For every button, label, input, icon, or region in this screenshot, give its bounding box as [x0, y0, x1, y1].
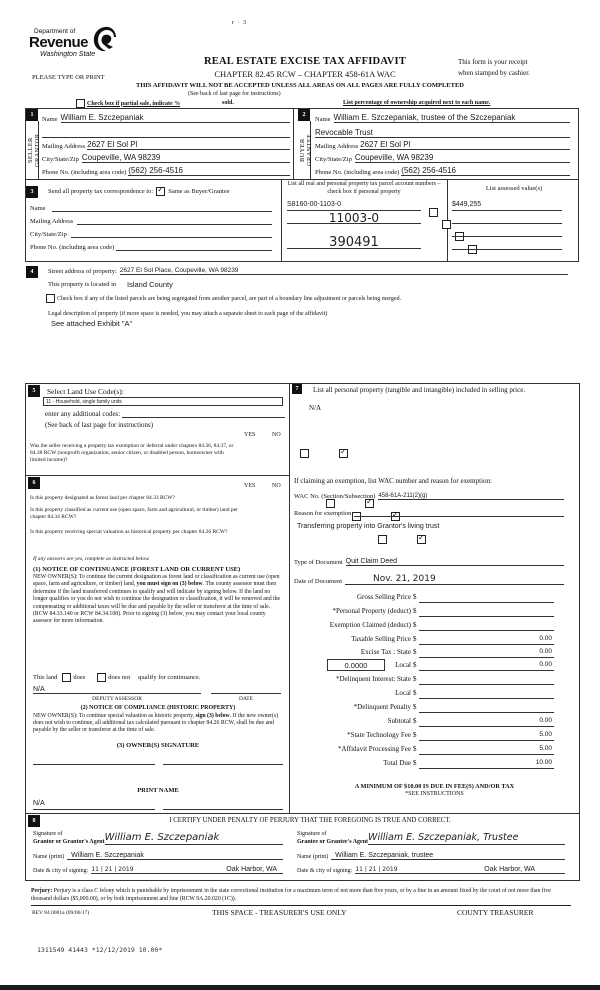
ownership-note: List percentage of ownership acquired next to each name.	[343, 100, 491, 106]
notice1-title: (1) NOTICE OF CONTINUANCE (FOREST LAND OR CURRENT USE)	[33, 566, 241, 573]
logo-line2: Revenue	[29, 34, 89, 51]
assessed-value-2[interactable]	[452, 214, 562, 224]
section-4-badge: 4	[26, 266, 38, 278]
grantor-sig-label-1: Signature of	[33, 831, 63, 837]
fee-taxable-selling-price: Taxable Selling Price $ 0.00	[351, 635, 552, 643]
section-7-badge: 7	[292, 384, 302, 394]
minimum-note: A MINIMUM OF $10.00 IS DUE IN FEE(S) AND/OR TAX	[354, 783, 515, 790]
form-title: REAL ESTATE EXCISE TAX AFFIDAVIT	[203, 56, 407, 67]
perjury-notice	[31, 888, 571, 906]
print-name-field-2[interactable]	[163, 800, 283, 810]
buyer-name-label: Name	[315, 116, 331, 123]
segregated-row	[46, 294, 401, 303]
fee-label: Local	[395, 661, 411, 669]
grantor-date-row	[33, 866, 283, 874]
doc-date-row	[294, 574, 564, 585]
buyer-mailing-field[interactable]: 2627 El Sol Pl	[360, 140, 570, 150]
seller-mailing-field[interactable]: 2627 El Sol Pl	[87, 140, 290, 150]
grantee-date-row	[297, 866, 565, 874]
county-treasurer-label: COUNTY TREASURER	[457, 908, 534, 917]
fee-value[interactable]: 0.00	[419, 717, 554, 727]
s6-q3-no-checkbox[interactable]	[417, 535, 426, 544]
s6-yes-header: YES	[244, 483, 256, 489]
notice2-text-a: NEW OWNER(S): To continue special valuation as historic property,	[33, 713, 195, 719]
buyer-mailing-row	[315, 140, 570, 150]
does-not-checkbox[interactable]	[97, 673, 106, 682]
buyer-city-row	[315, 153, 570, 163]
partial-sale-checkbox[interactable]	[76, 99, 85, 108]
doc-type-field[interactable]: Quit Claim Deed	[346, 558, 564, 566]
fee-gross-selling-price: Gross Selling Price $	[292, 593, 564, 605]
warning-text: THIS AFFIDAVIT WILL NOT BE ACCEPTED UNLESS ALL AREAS ON ALL PAGES ARE FULLY COMPLETED	[136, 82, 464, 89]
grantor-date-value: 11 | 21 | 2019	[91, 866, 134, 873]
notice2-bold: sign (3) below	[195, 713, 230, 719]
stray-marks: r · 3	[232, 20, 247, 26]
fee-value[interactable]	[419, 593, 554, 603]
fee-label: Excise Tax : State	[360, 648, 411, 656]
fee-personal-property: *Personal Property (deduct) $	[292, 607, 564, 619]
buyer-name2-field[interactable]: Revocable Trust	[315, 128, 570, 138]
grantee-date-label: Date & city of signing:	[297, 868, 353, 874]
grantee-city-value: Oak Harbor, WA	[484, 866, 535, 873]
fee-label: *Delinquent Penalty	[353, 703, 411, 711]
s3-mailing-row	[30, 217, 272, 225]
buyer-name-field[interactable]: William E. Szczepaniak, trustee of the Szczepaniak	[334, 113, 570, 123]
logo-line1: Department of	[34, 28, 76, 35]
fee-exemption-claimed: Exemption Claimed (deduct) $	[292, 621, 564, 633]
grantee-name-label: Name (print)	[297, 854, 329, 860]
grantee-date-value: 11 | 21 | 2019	[355, 866, 398, 873]
notice1-text	[33, 574, 283, 626]
this-land-label: This land	[33, 674, 58, 681]
grantee-name-field[interactable]: William E. Szczepaniak, trustee	[331, 852, 565, 860]
street-field[interactable]: 2627 El Sol Place, Coupeville, WA 98239	[120, 267, 568, 275]
right-border	[579, 383, 580, 813]
partial-sale-sold: sold.	[222, 100, 234, 106]
buyer-phone-field[interactable]: (562) 256-4516	[401, 166, 570, 176]
certify-statement: I CERTIFY UNDER PENALTY OF PERJURY THAT THE FOREGOING IS TRUE AND CORRECT.	[169, 817, 451, 824]
perjury-bold: Perjury:	[31, 888, 53, 894]
fee-label: Local	[395, 689, 411, 697]
same-as-buyer-label: Same as Buyer/Grantee	[168, 188, 230, 195]
s3-name-label: Name	[30, 205, 46, 212]
seller-side-label: SELLER GRANTOR	[27, 133, 41, 167]
fee-value[interactable]: 5.00	[419, 745, 554, 755]
section4-bottom-line	[25, 383, 579, 384]
print-name-title: PRINT NAME	[137, 787, 179, 794]
s6-question-1: Is this property designated as forest land per chapter 84.33 RCW?	[30, 495, 175, 501]
fee-subtotal: Subtotal $ 0.00	[387, 717, 552, 725]
s3-city-field[interactable]	[71, 230, 272, 238]
receipt-stamp: 1311549 41443 *12/12/2019 10.00*	[37, 946, 163, 954]
assessor-date-field[interactable]	[211, 685, 281, 694]
s3-city-row	[30, 230, 272, 238]
s5-no-header: NO	[272, 432, 281, 438]
additional-codes-field[interactable]	[122, 410, 285, 418]
grantor-name-field[interactable]: William E. Szczepaniak	[67, 852, 283, 860]
fee-label: Gross Selling Price	[356, 593, 411, 601]
doc-type-row	[294, 558, 564, 566]
reason-line	[354, 509, 564, 517]
parcel-number-3[interactable]: 390491	[287, 235, 421, 249]
please-type-label: PLEASE TYPE OR PRINT	[32, 74, 105, 81]
seller-city-row	[42, 153, 290, 163]
does-not-label: does not	[108, 674, 131, 681]
grantee-name-row	[297, 852, 565, 860]
segregated-label: Check box if any of the listed parcels are being segregated from another parcel, are part of a boundary line adjustment or parcels being merged.	[57, 295, 402, 302]
s6-q1-yes-checkbox[interactable]	[326, 499, 335, 508]
fee-label: *Delinquent Interest: State	[335, 675, 411, 683]
s5-yes-checkbox[interactable]	[300, 449, 309, 458]
additional-codes-label: enter any additional codes:	[45, 410, 121, 418]
fee-value[interactable]: 0.00	[419, 661, 554, 671]
form-id: REV 84 0001a (09/06/17)	[32, 910, 90, 916]
section-6-badge: 6	[28, 477, 40, 489]
deputy-assessor-field[interactable]: N/A	[33, 685, 201, 694]
parcel-col-divider	[281, 179, 282, 262]
partial-sale-checkbox-row[interactable]	[76, 99, 180, 108]
does-checkbox[interactable]	[62, 673, 71, 682]
seller-mailing-row	[42, 140, 290, 150]
grantee-date-field[interactable]	[355, 866, 565, 874]
dor-swirl-icon	[91, 25, 117, 53]
doc-type-label: Type of Document	[294, 559, 343, 566]
notice2-text	[33, 713, 285, 733]
parcel-1-personal-checkbox[interactable]	[429, 208, 438, 217]
fee-state-technology: *State Technology Fee $ 5.00	[347, 731, 552, 739]
section6-top-line	[25, 475, 290, 476]
buyer-phone-row	[315, 166, 570, 176]
grantor-name-label: Name (print)	[33, 854, 65, 860]
s3-phone-row	[30, 243, 272, 251]
does-label: does	[73, 674, 86, 681]
street-row	[48, 267, 568, 275]
owner-sig-title: (3) OWNER(S) SIGNATURE	[116, 742, 200, 749]
section-5-badge: 5	[28, 385, 40, 397]
fee-excise-state: Excise Tax : State $ 0.00	[360, 648, 552, 656]
wac-row	[294, 493, 564, 500]
seller-city-label: City/State/Zip	[42, 156, 79, 163]
parties-divider	[293, 108, 294, 179]
fee-label: Subtotal	[387, 717, 411, 725]
scan-edge	[0, 985, 600, 990]
see-back-note: (See back of last page for instructions)	[188, 91, 281, 97]
s6-question-3: Is this property receiving special valuation as historical property per chapter 84.26 RCW?	[30, 529, 228, 535]
seller-name-row	[42, 113, 290, 123]
section-8-badge: 8	[28, 815, 40, 827]
buyer-phone-label: Phone No. (including area code)	[315, 169, 400, 176]
s3-city-label: City/State/Zip	[30, 231, 67, 238]
assessor-date-label: DATE	[238, 696, 254, 702]
buyer-city-label: City/State/Zip	[315, 156, 352, 163]
seller-name2-field[interactable]	[42, 128, 290, 138]
s5-no-checkbox[interactable]	[339, 449, 348, 458]
located-label: This property is located in	[48, 281, 117, 288]
local-rate-field[interactable]: 0.0000	[327, 659, 385, 671]
s6-q3-yes-checkbox[interactable]	[378, 535, 387, 544]
fee-value[interactable]	[419, 703, 554, 713]
notice1-text-a: NEW OWNER(S): To continue the current designation as forest land or classification as current use (open space, farm and agriculture, or timber) land,	[33, 574, 280, 588]
reason-row	[294, 509, 564, 517]
left-border	[25, 383, 26, 813]
parcel-number-1[interactable]: S8160-00-1103-0	[287, 201, 421, 211]
doc-date-label: Date of Document	[294, 578, 343, 585]
fee-value[interactable]: 0.00	[419, 648, 554, 658]
assessed-value-4[interactable]	[452, 240, 562, 250]
wac-field[interactable]: 458-61A-211(2)(g)	[378, 493, 564, 500]
form-subtitle: CHAPTER 82.45 RCW – CHAPTER 458-61A WAC	[214, 69, 396, 79]
reason-field[interactable]: Transferring property into Grantor's living trust	[297, 523, 440, 530]
s6-q1-no-checkbox[interactable]	[365, 499, 374, 508]
s3-name-row	[30, 204, 272, 212]
notice2-text-b: . If the new owner(s) does not wish to continue, all additional tax calculated pursuant to chapter 84.26 RCW, shall be due and payable by the seller or transferor at the time of sale.	[33, 713, 279, 733]
seller-mailing-label: Mailing Address	[42, 143, 86, 150]
fee-label: Total Due	[383, 759, 411, 767]
section3-top-line	[25, 179, 579, 180]
grantor-city-value: Oak Harbor, WA	[226, 866, 277, 873]
parcel-number-2[interactable]: 11003-0	[287, 211, 421, 224]
fee-value[interactable]	[419, 689, 554, 699]
doc-date-field[interactable]: Nov. 21, 2019	[345, 574, 564, 585]
same-as-buyer-checkbox[interactable]	[156, 187, 165, 196]
fee-delinquent-interest-local: Local $	[292, 689, 564, 701]
s6-question-2: Is this property classified as current use (open space, farm and agricultural, or timber) land per chapter 84.34 RCW?	[30, 507, 238, 520]
section-1-badge: 1	[26, 109, 38, 121]
fee-label: Taxable Selling Price	[351, 635, 411, 643]
section-3-badge: 3	[26, 186, 38, 198]
treasurer-space-label: THIS SPACE - TREASURER'S USE ONLY	[212, 908, 347, 917]
send-correspondence-label: Send all property tax correspondence to:	[48, 188, 154, 195]
fee-value[interactable]: 5.00	[419, 731, 554, 741]
fee-value[interactable]: 0.00	[419, 635, 554, 645]
seller-name-label: Name	[42, 116, 58, 123]
see-instructions: *SEE INSTRUCTIONS	[405, 791, 464, 797]
additional-codes-row	[45, 410, 285, 418]
personal-property-value: N/A	[309, 404, 322, 412]
parcel-header: List all real and personal property tax parcel account numbers – check box if personal property	[287, 181, 441, 195]
grantor-date-field[interactable]	[91, 866, 283, 874]
owner-sig-field-1[interactable]	[33, 764, 155, 765]
notice1-bold: you must sign on (3) below	[136, 581, 203, 588]
continuance-row	[33, 673, 200, 682]
located-value: Island County	[127, 280, 173, 289]
logo-line3: Washington State	[40, 51, 96, 58]
notice1-text-b: . The county assessor must then determine if the land transferred continues to qualify and will indicate by signing below. If the land no longer qualifies or you do not wish to continue the designation or classification, it will be removed and the compensating or additional taxes will be due and payable by the seller or transferor at the time of sale. (RCW 84.33.140 or RCW 84.34.108). Prior to signing (3) below, you may contact your local county assessor for more information.	[33, 581, 281, 625]
legal-value[interactable]: See attached Exhibit "A"	[51, 319, 133, 328]
fee-total-due: Total Due $ 10.00	[383, 759, 552, 767]
receipt-note-1: This form is your receipt	[458, 58, 528, 66]
mid-divider	[289, 383, 290, 813]
owner-sig-field-2[interactable]	[163, 764, 283, 765]
receipt-note-2: when stamped by cashier.	[458, 69, 530, 77]
s5-yes-header: YES	[244, 432, 256, 438]
wac-label: WAC No. (Section/Subsection)	[294, 493, 376, 500]
seller-phone-row	[42, 166, 290, 176]
perjury-text: Perjury is a class C felony which is punishable by imprisonment in the state correctional institution for a maximum term of not more than five years, or by a fine in an amount fixed by the court of not more than five thousand dollars ($5,000.00), or by both imprisonment and fine (RCW 9A.20.020 (1C)).	[31, 888, 551, 902]
fee-excise-local: Local $ 0.00	[395, 661, 552, 669]
buyer-city-field[interactable]: Coupeville, WA 98239	[355, 153, 570, 163]
s3-phone-field[interactable]	[116, 243, 272, 251]
fee-delinquent-interest-state: *Delinquent Interest: State $	[292, 675, 564, 687]
seller-phone-field[interactable]: (562) 256-4516	[128, 166, 290, 176]
land-use-title: Select Land Use Code(s):	[47, 387, 124, 396]
seller-name-field[interactable]: William E. Szczepaniak	[61, 113, 290, 123]
fee-value[interactable]	[419, 607, 554, 617]
land-use-code-field[interactable]: 11 - Household, single family units	[43, 397, 283, 406]
dor-logo	[30, 24, 120, 68]
if-yes-note: If any answers are yes, complete as instructed below.	[33, 556, 150, 562]
assessed-value-1[interactable]: $449,255	[452, 201, 562, 211]
s6-no-header: NO	[272, 483, 281, 489]
s3-mailing-label: Mailing Address	[30, 218, 74, 225]
assessed-value-3[interactable]	[452, 227, 562, 237]
section-2-badge: 2	[298, 109, 310, 121]
fee-value[interactable]: 10.00	[419, 759, 554, 769]
send-correspondence-row	[48, 187, 230, 196]
grantee-sig-label-1: Signature of	[297, 831, 327, 837]
legal-label: Legal description of property (if more space is needed, you may attach a separate sheet to each page of the affidavit)	[48, 311, 328, 317]
s3-name-field[interactable]	[52, 204, 272, 212]
land-use-see-back: (See back of last page for instructions)	[45, 421, 154, 429]
grantor-sig-label-2: Grantor or Grantor's Agent	[33, 839, 105, 845]
fee-affidavit-processing: *Affidavit Processing Fee $ 5.00	[338, 745, 552, 753]
grantee-sig-label-2: Grantee or Grantee's Agent	[297, 839, 369, 845]
fee-label: *Personal Property (deduct)	[332, 607, 411, 615]
assessed-header: List assessed value(s)	[485, 185, 543, 192]
s3-mailing-field[interactable]	[77, 217, 272, 225]
fee-value[interactable]	[419, 621, 554, 631]
partial-sale-label: Check box if partial sale, indicate %	[87, 100, 181, 107]
seller-phone-label: Phone No. (including area code)	[42, 169, 127, 176]
qualify-label: qualify for continuance.	[138, 674, 201, 681]
fee-label: *Affidavit Processing Fee	[338, 745, 411, 753]
s3-phone-label: Phone No. (including area code)	[30, 244, 115, 251]
personal-property-label: List all personal property (tangible and intangible) included in selling price.	[313, 386, 526, 394]
buyer-mailing-label: Mailing Address	[315, 143, 359, 150]
reason-label: Reason for exemption	[294, 510, 352, 517]
fee-delinquent-penalty: *Delinquent Penalty $	[292, 703, 564, 715]
buyer-side-label: BUYER GRANTEE	[299, 133, 313, 167]
street-label: Street address of property:	[48, 268, 117, 275]
seller-city-field[interactable]: Coupeville, WA 98239	[82, 153, 290, 163]
grantee-signature[interactable]: William E. Szczepaniak, Trustee	[368, 832, 565, 845]
exemption-label: If claiming an exemption, list WAC number and reason for exemption:	[294, 477, 492, 485]
print-name-field-1[interactable]: N/A	[33, 800, 155, 810]
fee-value[interactable]	[419, 675, 554, 685]
parcel-2-personal-checkbox[interactable]	[442, 220, 451, 229]
grantor-date-label: Date & city of signing:	[33, 868, 89, 874]
grantor-signature[interactable]: William E. Szczepaniak	[105, 832, 283, 845]
segregated-checkbox[interactable]	[46, 294, 55, 303]
fee-label: Exemption Claimed (deduct)	[329, 621, 411, 629]
s5-question: Was the seller receiving a property tax exemption or deferral under chapters 84.36, 84.37, or 84.38 RCW (nonprofit organization, senior citizen, or disabled person, homeowner with limited income)?	[30, 443, 234, 463]
notice2-title: (2) NOTICE OF COMPLIANCE (HISTORIC PROPERTY)	[80, 705, 236, 711]
fee-label: *State Technology Fee	[347, 731, 411, 739]
buyer-name-row	[315, 113, 570, 123]
grantor-name-row	[33, 852, 283, 860]
deputy-assessor-label: DEPUTY ASSESSOR	[92, 696, 142, 702]
